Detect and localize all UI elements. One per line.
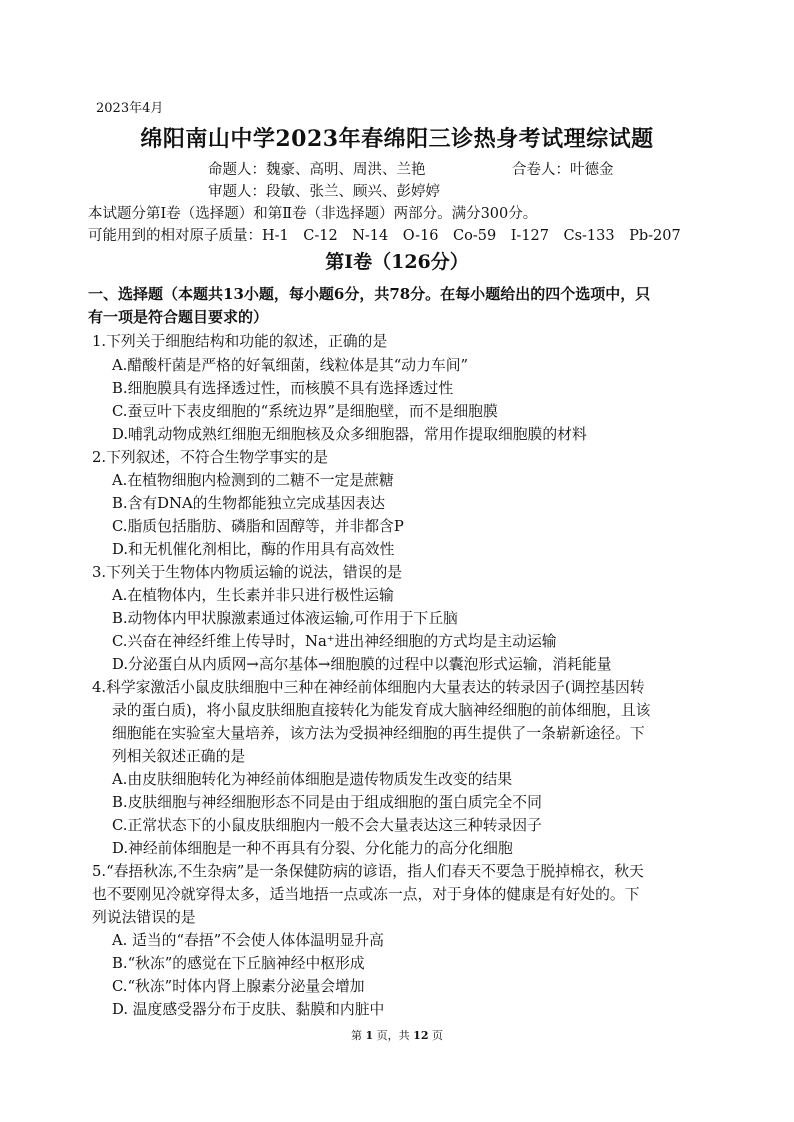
footer-middle: 页，共 [376, 1029, 410, 1042]
intro-line-1: 本试题分第Ⅰ卷（选择题）和第Ⅱ卷（非选择题）两部分。满分300分。 [88, 206, 538, 222]
question-option: A.在植物体内，生长素并非只进行极性运输 [112, 587, 394, 604]
exam-title: 绵阳南山中学2023年春绵阳三诊热身考试理综试题 [140, 126, 654, 152]
question-option: B.皮肤细胞与神经细胞形态不同是由于组成细胞的蛋白质完全不同 [112, 794, 542, 811]
page-number: 1 [365, 1029, 374, 1042]
question-stem-continued: 也不要刚见冷就穿得太多，适当地捂一点或冻一点，对于身体的健康是有好处的。下 [92, 886, 640, 903]
question-option: D.和无机催化剂相比，酶的作用具有高效性 [112, 541, 395, 558]
question-option: C.兴奋在神经纤维上传导时，Na⁺进出神经细胞的方式均是主动运输 [112, 633, 557, 650]
question-option: C.“秋冻”时体内肾上腺素分泌量会增加 [112, 978, 365, 995]
question-option: D. 温度感受器分布于皮肤、黏膜和内脏中 [112, 1001, 385, 1018]
question-stem: 3.下列关于生物体内物质运输的说法，错误的是 [92, 564, 403, 581]
page-footer [0, 1027, 794, 1043]
question-option: A.在植物细胞内检测到的二糖不一定是蔗糖 [112, 472, 394, 489]
question-option: B.“秋冻”的感觉在下丘脑神经中枢形成 [112, 955, 365, 972]
proposers: 命题人：魏豪、高明、周洪、兰艳 [208, 162, 426, 178]
question-stem: 5.“春捂秋冻,不生杂病”是一条保健防病的谚语，指人们春天不要急于脱掉棉衣，秋天 [92, 863, 644, 880]
exam-date: 2023年4月 [96, 101, 164, 116]
question-option: A.醋酸杆菌是严格的好氧细菌，线粒体是其“动力车间” [112, 357, 469, 374]
question-stem-continued: 列相关叙述正确的是 [112, 748, 246, 765]
question-option: B.细胞膜具有选择透过性，而核膜不具有选择透过性 [112, 380, 454, 397]
intro-line-2: 可能用到的相对原子质量：H-1 C-12 N-14 O-16 Co-59 I-127 Cs-133 Pb-207 [88, 228, 681, 244]
section-heading-line-2: 有一项是符合题目要求的） [88, 308, 269, 326]
reviewers: 审题人：段敏、张兰、顾兴、彭婷婷 [208, 184, 440, 200]
question-option: D.分泌蛋白从内质网→高尔基体→细胞膜的过程中以囊泡形式运输，消耗能量 [112, 656, 612, 673]
question-option: D.哺乳动物成熟红细胞无细胞核及众多细胞器，常用作提取细胞膜的材料 [112, 426, 587, 443]
section-heading-line-1: 一、选择题（本题共13小题，每小题6分，共78分。在每小题给出的四个选项中，只 [88, 285, 651, 303]
question-stem: 2.下列叙述，不符合生物学事实的是 [92, 449, 329, 466]
question-stem-continued: 录的蛋白质)，将小鼠皮肤细胞直接转化为能发育成大脑神经细胞的前体细胞，且该 [112, 702, 651, 719]
question-option: B.动物体内甲状腺激素通过体液运输,可作用于下丘脑 [112, 610, 458, 627]
question-option: B.含有DNA的生物都能独立完成基因表达 [112, 495, 386, 512]
footer-prefix: 第 [351, 1029, 363, 1042]
question-option: A. 适当的“春捂”不会使人体体温明显升高 [112, 932, 384, 949]
compiler: 合卷人：叶德金 [512, 162, 614, 178]
part-title: 第Ⅰ卷（126分） [325, 251, 469, 273]
question-stem: 1.下列关于细胞结构和功能的叙述，正确的是 [92, 333, 388, 350]
question-option: C.蚕豆叶下表皮细胞的“系统边界”是细胞壁，而不是细胞膜 [112, 403, 498, 420]
question-option: C.正常状态下的小鼠皮肤细胞内一般不会大量表达这三种转录因子 [112, 817, 542, 834]
question-option: D.神经前体细胞是一种不再具有分裂、分化能力的高分化细胞 [112, 840, 513, 857]
total-pages: 12 [413, 1029, 429, 1042]
question-stem-continued: 列说法错误的是 [92, 909, 196, 926]
question-option: C.脂质包括脂肪、磷脂和固醇等，并非都含P [112, 518, 404, 535]
question-option: A.由皮肤细胞转化为神经前体细胞是遗传物质发生改变的结果 [112, 771, 513, 788]
question-stem: 4.科学家激活小鼠皮肤细胞中三种在神经前体细胞内大量表达的转录因子(调控基因转 [92, 679, 645, 696]
footer-suffix: 页 [431, 1029, 443, 1042]
question-stem-continued: 细胞能在实验室大量培养，该方法为受损神经细胞的再生提供了一条崭新途径。下 [112, 725, 645, 742]
